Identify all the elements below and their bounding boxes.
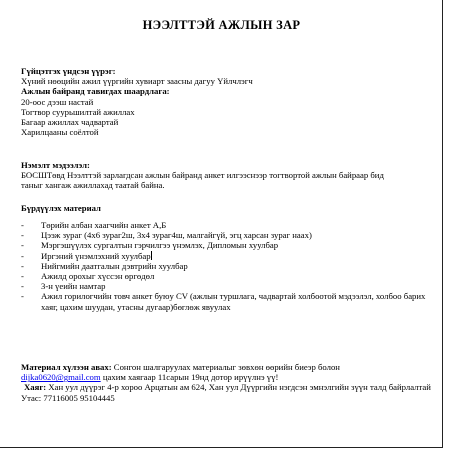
note-line-2: таныг хангаж ажиллахад таатай байна. <box>21 180 165 191</box>
address-label: Хаяг: <box>24 382 47 393</box>
list-item <box>21 271 439 281</box>
list-item <box>21 220 439 230</box>
position-label: Гүйцэтгэх үндсэн үүрэг: <box>21 66 116 76</box>
list-dash: - <box>21 250 24 261</box>
phone-value: 77116005 95104445 <box>41 392 115 403</box>
materials-list <box>21 220 439 312</box>
page-title: НЭЭЛТТЭЙ АЖЛЫН ЗАР <box>142 18 301 32</box>
list-item <box>21 251 439 261</box>
submission-text-2: цахим хаягаар 11сарын 19нд дотор ирүүлнэ үү! <box>100 372 279 383</box>
note-label: Нэмэлт мэдээлэл: <box>21 160 90 170</box>
list-item <box>21 230 439 240</box>
list-item-text: Ажил горилогчийн товч анкет буюу CV (ажлын туршлага, чадвартай холбоотой мэдээлэл, холбоо барих хаяг, цахим шуудан, утасны дугаар)бөглөж явуулах <box>41 291 426 312</box>
list-item <box>21 261 439 271</box>
materials-label: Бүрдүүлэх материал <box>21 203 101 213</box>
submission-email-line <box>21 372 439 382</box>
requirement-item: 20-оос дээш настай <box>21 96 94 107</box>
list-item-text: Ажилд орохыг хүссэн өргөдөл <box>41 271 155 282</box>
list-item-text: Иргэний үнэмлэхний хуулбар <box>41 250 151 261</box>
list-item-text: Нийгмийн даатгалын дэвтрийн хуулбар <box>41 260 188 271</box>
phone-line <box>21 393 439 403</box>
list-item-text: Мэргэшүүлэх сургалтын гэрчилгээ үнэмлэх, Дипломын хуулбар <box>41 240 279 251</box>
note-section <box>21 160 439 191</box>
phone-label: Утас: <box>21 392 42 403</box>
list-dash: - <box>21 220 24 230</box>
list-dash: - <box>21 291 24 302</box>
list-dash: - <box>21 240 24 251</box>
requirement-item: Тогтвор суурьшилтай ажиллах <box>21 106 135 117</box>
list-dash: - <box>21 271 24 282</box>
requirement-item: Харилцааны соёлтой <box>21 127 99 138</box>
list-item <box>21 240 439 250</box>
submission-section <box>21 362 439 403</box>
address-line <box>21 382 439 392</box>
list-item <box>21 281 439 291</box>
list-item-text: Төрийн албан хаагчийн анкет А,Б <box>41 220 167 230</box>
list-item <box>21 291 439 311</box>
list-dash: - <box>21 281 24 292</box>
submission-line <box>21 362 439 372</box>
note-line-1: БОСШТөвд Нээлттэй зарлагдсан ажлын байранд анкет илгээснээр тогтвортой ажлын байраар бид <box>21 170 384 181</box>
requirement-item: Багаар ажиллах чадвартай <box>21 117 119 128</box>
list-item-text: 3-н үеийн намтар <box>41 281 106 292</box>
submission-text-1: Сонгон шалгаруулах материалыг зөвхөн өөрийн биеэр болон <box>111 362 340 372</box>
list-dash: - <box>21 230 24 241</box>
position-section <box>21 66 439 137</box>
list-item-text: Цээж зураг (4x6 зураг2ш, 3x4 зураг4ш, малгайгүй, эгц харсан зураг наах) <box>41 230 312 241</box>
requirements-label: Ажлын байранд тавигдах шаардлага: <box>21 86 170 97</box>
submission-label: Материал хүлээн авах: <box>21 362 112 372</box>
position-text: Хүний нөөцийн ажил үүргийн хувиарт заасны дагуу Үйлчлэгч <box>21 76 253 87</box>
list-dash: - <box>21 260 24 271</box>
email-link[interactable]: dijka0620@gmail.com <box>21 372 101 383</box>
address-text: Хан уул дүүрэг 4-р хороо Арцатын ам 624, Хан уул Дүүргийн нэгдсэн эмнэлгийн зүүн талд байрлалтай <box>46 382 431 393</box>
text-cursor <box>151 251 152 260</box>
